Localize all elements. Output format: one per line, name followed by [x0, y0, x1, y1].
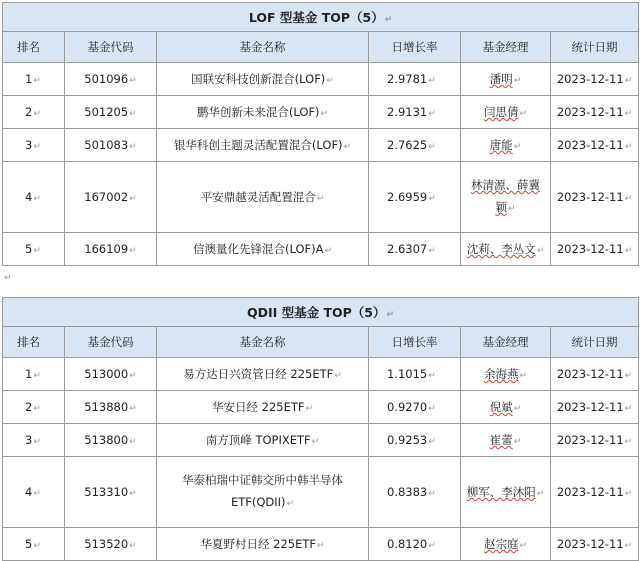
code-cell: 501096 [84, 72, 129, 86]
name-cell: 南方顶峰 TOPIXETF [205, 433, 311, 447]
rank-cell: 4 [25, 190, 33, 204]
name-cell: 华安日经 225ETF [211, 400, 305, 414]
manager-cell: 林清源、薛冀颖 [471, 178, 540, 214]
table-row: 4↵ 167002↵ 平安鼎越灵活配置混合↵ 2.6959↵ 林清源、薛冀颖↵ 2023-12-11↵ [3, 162, 639, 233]
rank-cell: 1 [25, 72, 33, 86]
growth-cell: 1.1015 [387, 367, 428, 381]
code-cell: 513520 [84, 537, 129, 551]
manager-cell: 沈莉、李丛文 [466, 242, 536, 256]
date-cell: 2023-12-11 [556, 400, 624, 414]
manager-cell: 闫思倩 [483, 105, 519, 119]
name-cell: 银华科创主题灵活配置混合(LOF) [173, 138, 343, 152]
manager-cell: 崔蕾 [489, 433, 513, 447]
name-cell: 鹏华创新未来混合(LOF) [196, 105, 320, 119]
header-growth: 日增长率 [369, 32, 461, 63]
header-name: 基金名称 [157, 32, 369, 63]
date-cell: 2023-12-11 [556, 105, 624, 119]
manager-cell: 倪斌 [489, 400, 513, 414]
growth-cell: 0.9253 [387, 433, 428, 447]
header-rank: 排名 [3, 327, 65, 358]
table-row: 2↵ 513880↵ 华安日经 225ETF↵ 0.9270↵ 倪斌↵ 2023-12-11↵ [3, 391, 639, 424]
rank-cell: 5 [25, 242, 33, 256]
code-cell: 501205 [84, 105, 129, 119]
growth-cell: 2.6959 [387, 190, 428, 204]
code-cell: 167002 [84, 190, 129, 204]
rank-cell: 1 [25, 367, 33, 381]
header-name: 基金名称 [157, 327, 369, 358]
name-cell: 平安鼎越灵活配置混合 [200, 190, 316, 204]
header-code: 基金代码 [65, 32, 157, 63]
date-cell: 2023-12-11 [556, 242, 624, 256]
table-row: 5↵ 166109↵ 信澳量化先锋混合(LOF)A↵ 2.6307↵ 沈莉、李丛文↵ 2023-12-11↵ [3, 233, 639, 266]
date-cell: 2023-12-11 [556, 138, 624, 152]
lof-table-title: LOF 型基金 TOP（5）↵ [3, 3, 639, 32]
code-cell: 513310 [84, 485, 129, 499]
growth-cell: 2.7625 [387, 138, 428, 152]
rank-cell: 3 [25, 433, 33, 447]
growth-cell: 0.9270 [387, 400, 428, 414]
rank-cell: 2 [25, 400, 33, 414]
manager-cell: 唐能 [489, 138, 513, 152]
date-cell: 2023-12-11 [556, 485, 624, 499]
header-date: 统计日期 [551, 327, 639, 358]
rank-cell: 4 [25, 485, 33, 499]
header-growth: 日增长率 [369, 327, 461, 358]
code-cell: 166109 [84, 242, 129, 256]
growth-cell: 2.6307 [387, 242, 428, 256]
table-row: 1↵ 513000↵ 易方达日兴资管日经 225ETF↵ 1.1015↵ 余海燕↵ 2023-12-11↵ [3, 358, 639, 391]
date-cell: 2023-12-11 [556, 537, 624, 551]
code-cell: 513800 [84, 433, 129, 447]
qdii-table-title: QDII 型基金 TOP（5）↵ [3, 298, 639, 327]
table-row: 3↵ 513800↵ 南方顶峰 TOPIXETF↵ 0.9253↵ 崔蕾↵ 2023-12-11↵ [3, 424, 639, 457]
rank-cell: 5 [25, 537, 33, 551]
table-row: 4↵ 513310↵ 华泰柏瑞中证韩交所中韩半导体ETF(QDII)↵ 0.8383↵ 柳军、李沐阳↵ 2023-12-11↵ [3, 457, 639, 528]
name-cell: 华泰柏瑞中证韩交所中韩半导体ETF(QDII) [182, 473, 343, 509]
header-code: 基金代码 [65, 327, 157, 358]
rank-cell: 2 [25, 105, 33, 119]
manager-cell: 赵宗庭 [483, 537, 519, 551]
qdii-fund-table [2, 297, 639, 561]
table-row: 1↵ 501096↵ 国联安科技创新混合(LOF)↵ 2.9781↵ 潘明↵ 2023-12-11↵ [3, 63, 639, 96]
growth-cell: 0.8383 [387, 485, 428, 499]
header-manager: 基金经理 [461, 327, 551, 358]
date-cell: 2023-12-11 [556, 367, 624, 381]
name-cell: 信澳量化先锋混合(LOF)A [192, 242, 324, 256]
table-row: 5↵ 513520↵ 华夏野村日经 225ETF↵ 0.8120↵ 赵宗庭↵ 2023-12-11↵ [3, 528, 639, 561]
name-cell: 易方达日兴资管日经 225ETF [183, 367, 334, 381]
manager-cell: 柳军、李沐阳 [466, 485, 536, 499]
name-cell: 国联安科技创新混合(LOF) [191, 72, 326, 86]
manager-cell: 潘明 [489, 72, 513, 86]
name-cell: 华夏野村日经 225ETF [200, 537, 316, 551]
rank-cell: 3 [25, 138, 33, 152]
manager-cell: 余海燕 [483, 367, 519, 381]
growth-cell: 0.8120 [387, 537, 428, 551]
growth-cell: 2.9131 [387, 105, 428, 119]
code-cell: 513880 [84, 400, 129, 414]
date-cell: 2023-12-11 [556, 433, 624, 447]
header-rank: 排名 [3, 32, 65, 63]
table-row: 3↵ 501083↵ 银华科创主题灵活配置混合(LOF)↵ 2.7625↵ 唐能↵ 2023-12-11↵ [3, 129, 639, 162]
paragraph-mark: ↵ [4, 273, 12, 283]
header-manager: 基金经理 [461, 32, 551, 63]
header-date: 统计日期 [551, 32, 639, 63]
code-cell: 513000 [84, 367, 129, 381]
date-cell: 2023-12-11 [556, 190, 624, 204]
code-cell: 501083 [84, 138, 129, 152]
date-cell: 2023-12-11 [556, 72, 624, 86]
lof-fund-table [2, 2, 639, 266]
table-row: 2↵ 501205↵ 鹏华创新未来混合(LOF)↵ 2.9131↵ 闫思倩↵ 2023-12-11↵ [3, 96, 639, 129]
growth-cell: 2.9781 [387, 72, 428, 86]
